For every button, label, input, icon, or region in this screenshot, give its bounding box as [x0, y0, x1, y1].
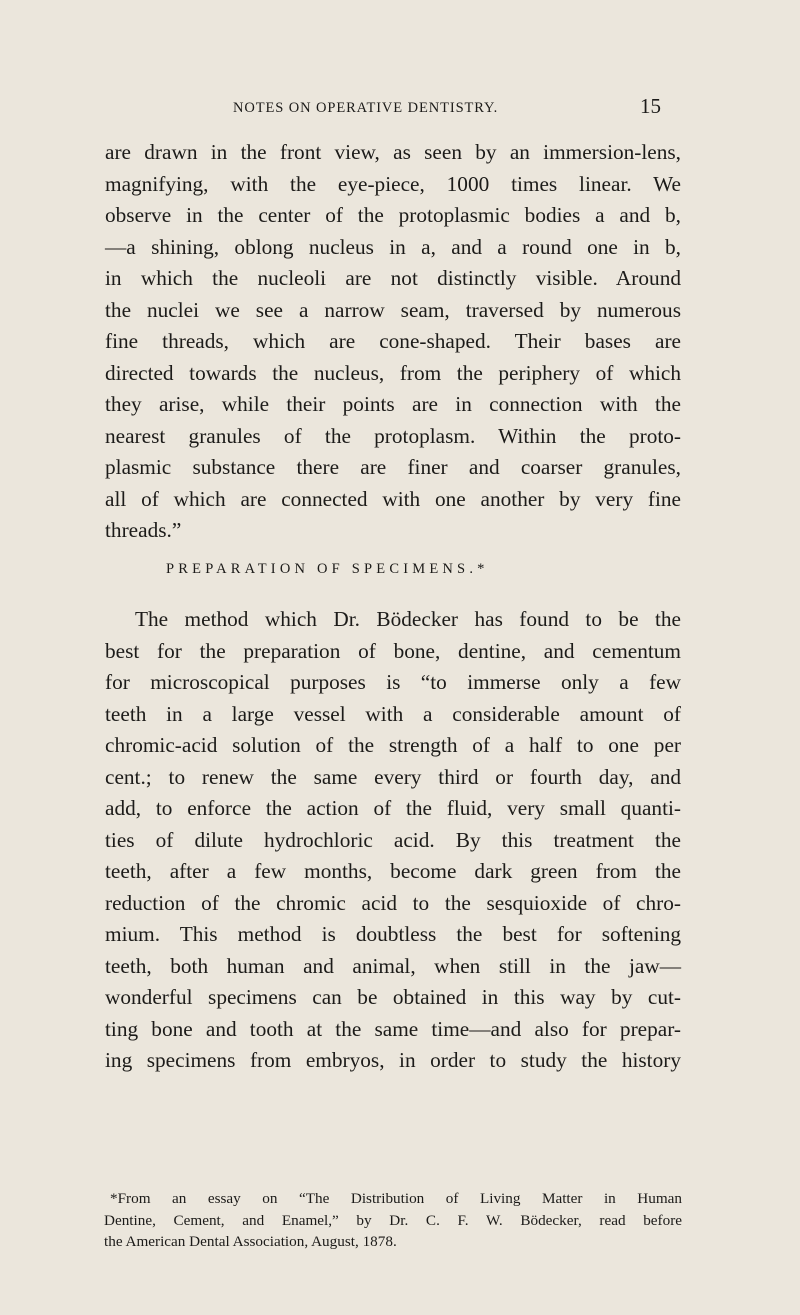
footnote [104, 1188, 682, 1253]
text-line: magnifying, with the eye-piece, 1000 times linear. We [105, 171, 681, 196]
footnote-line: the American Dental Association, August, 1878. [104, 1233, 397, 1250]
text-line: ties of dilute hydrochloric acid. By this treatment the [105, 827, 681, 852]
text-line: directed towards the nucleus, from the periphery of which [105, 360, 681, 385]
text-line: teeth in a large vessel with a considerable amount of [105, 701, 681, 726]
text-line: mium. This method is doubtless the best for softening [105, 922, 681, 946]
running-title: NOTES ON OPERATIVE DENTISTRY. [233, 100, 499, 116]
text-line: plasmic substance there are finer and coarser granules, [105, 455, 681, 479]
text-line: observe in the center of the protoplasmic bodies a and b, [105, 203, 681, 227]
text-line: the nuclei we see a narrow seam, traversed by numerous [105, 297, 681, 322]
paragraph-1 [105, 137, 681, 547]
footnote-line: Dentine, Cement, and Enamel,” by Dr. C. F. W. Bödecker, read before [104, 1211, 682, 1229]
section-heading: PREPARATION OF SPECIMENS.* [166, 561, 489, 577]
text-line: ting bone and tooth at the same time—and also for prepar- [105, 1016, 681, 1041]
text-line: fine threads, which are cone-shaped. Their bases are [105, 329, 681, 353]
text-line: add, to enforce the action of the fluid, very small quanti- [105, 796, 681, 820]
text-line: wonderful specimens can be obtained in this way by cut- [105, 985, 681, 1009]
text-line: nearest granules of the protoplasm. Within the proto- [105, 423, 681, 448]
text-line: teeth, both human and animal, when still in the jaw— [105, 953, 681, 978]
text-line: teeth, after a few months, become dark green from the [105, 859, 681, 883]
text-line: cent.; to renew the same every third or fourth day, and [105, 764, 681, 789]
text-line: for microscopical purposes is “to immerse only a few [105, 670, 681, 694]
text-line: they arise, while their points are in connection with the [105, 392, 681, 416]
text-line: reduction of the chromic acid to the sesquioxide of chro- [105, 890, 681, 915]
text-line: are drawn in the front view, as seen by an immersion-lens, [105, 140, 681, 164]
text-line: in which the nucleoli are not distinctly visible. Around [105, 266, 681, 290]
footnote-line: *From an essay on “The Distribution of Living Matter in Human [110, 1190, 682, 1207]
text-line: best for the preparation of bone, dentine, and cementum [105, 638, 681, 663]
text-line: threads.” [105, 518, 182, 542]
page-number: 15 [640, 94, 661, 118]
text-line: The method which Dr. Bödecker has found to be the [135, 607, 681, 631]
paragraph-2 [105, 604, 681, 1077]
text-line: all of which are connected with one another by very fine [105, 486, 681, 511]
text-line: ing specimens from embryos, in order to study the history [105, 1048, 681, 1072]
text-line: chromic-acid solution of the strength of a half to one per [105, 733, 681, 757]
text-line: —a shining, oblong nucleus in a, and a round one in b, [105, 234, 681, 259]
